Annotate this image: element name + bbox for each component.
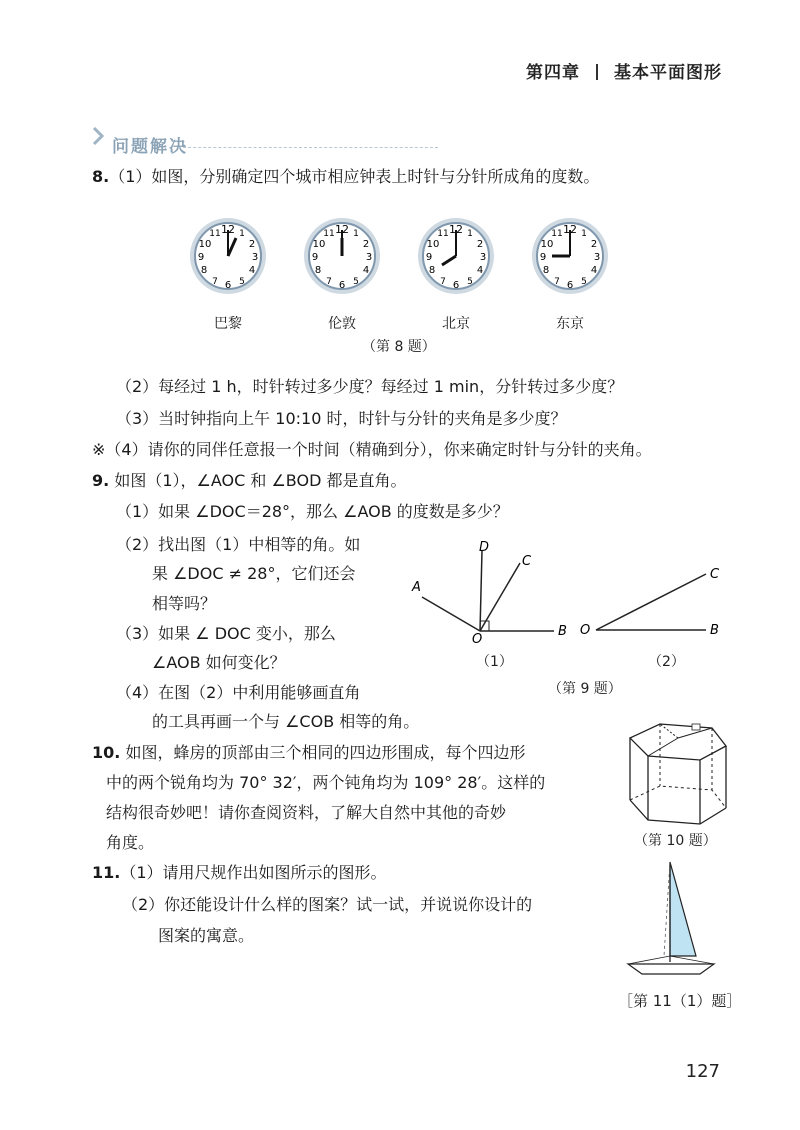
q11-part1 bbox=[92, 863, 387, 883]
q10-number: 10. bbox=[92, 743, 121, 762]
chapter-header bbox=[526, 58, 722, 83]
q9-part2-line1: （2）找出图（1）中相等的角。如 bbox=[116, 535, 361, 554]
clock-tokyo bbox=[532, 218, 608, 294]
q9-figure-1 bbox=[408, 535, 578, 645]
q9-intro-text: 如图（1），∠AOC 和 ∠BOD 都是直角。 bbox=[114, 471, 407, 490]
q10-line4: 角度。 bbox=[106, 833, 155, 852]
page-number: 127 bbox=[685, 1061, 720, 1082]
section-title: 问题解决 bbox=[112, 137, 188, 157]
q11-number: 11. bbox=[92, 863, 121, 882]
section-divider bbox=[178, 147, 438, 148]
q8-number: 8. bbox=[92, 167, 110, 186]
q9-part3-line1: （3）如果 ∠ DOC 变小，那么 bbox=[116, 624, 336, 643]
point-label-o: O bbox=[472, 632, 483, 645]
honeycomb-figure bbox=[622, 716, 732, 831]
sailboat-figure bbox=[624, 858, 724, 983]
q9-part2-line2: 果 ∠DOC ≠ 28°，它们还会 bbox=[152, 564, 356, 583]
clock-paris bbox=[190, 218, 266, 294]
point-label-b: B bbox=[710, 623, 719, 638]
q9-part1: （1）如果 ∠DOC＝28°，那么 ∠AOB 的度数是多少？ bbox=[116, 502, 509, 521]
q11-part2-line1: （2）你还能设计什么样的图案？试一试，并说说你设计的 bbox=[122, 895, 533, 914]
q9-caption: （第 9 题） bbox=[548, 681, 622, 697]
q11-caption: ［第 11（1）题］ bbox=[618, 992, 742, 1010]
point-label-a: A bbox=[412, 580, 421, 595]
point-label-c: C bbox=[710, 567, 720, 582]
point-label-b: B bbox=[558, 624, 567, 639]
point-label-c: C bbox=[522, 554, 532, 569]
q9-fig2-label: （2） bbox=[648, 654, 685, 670]
q9-part4-line2: 的工具再画一个与 ∠COB 相等的角。 bbox=[152, 712, 420, 731]
q11-part1-text: （1）请用尺规作出如图所示的图形。 bbox=[120, 863, 387, 882]
q10-line1-text: 如图，蜂房的顶部由三个相同的四边形围成，每个四边形 bbox=[125, 743, 526, 762]
chevron-right-icon bbox=[90, 124, 110, 148]
chapter-label: 第四章 bbox=[526, 63, 580, 83]
q8-part1-text: （1）如图，分别确定四个城市相应钟表上时针与分针所成角的度数。 bbox=[109, 167, 600, 186]
q8-part4: ※（4）请你的同伴任意报一个时间（精确到分），你来确定时针与分针的夹角。 bbox=[92, 440, 652, 459]
q9-fig1-label: （1） bbox=[476, 654, 513, 670]
city-label: 北京 bbox=[442, 316, 470, 332]
q8-part2: （2）每经过 1 h，时针转过多少度？每经过 1 min，分针转过多少度？ bbox=[116, 377, 624, 396]
q9-intro bbox=[92, 471, 406, 491]
point-label-d: D bbox=[479, 540, 490, 555]
point-label-o: O bbox=[580, 623, 591, 638]
header-divider bbox=[596, 64, 598, 80]
q10-line2: 中的两个锐角均为 70° 32′，两个钝角均为 109° 28′。这样的 bbox=[106, 773, 546, 792]
q9-number: 9. bbox=[92, 471, 110, 490]
city-label: 伦敦 bbox=[328, 316, 356, 332]
q8-part1 bbox=[92, 167, 599, 187]
q11-part2-line2: 图案的寓意。 bbox=[158, 926, 255, 945]
q10-line1 bbox=[92, 743, 525, 763]
clock-beijing bbox=[418, 218, 494, 294]
chapter-title: 基本平面图形 bbox=[614, 63, 722, 83]
q9-part2-line3: 相等吗？ bbox=[152, 594, 217, 613]
city-label: 巴黎 bbox=[214, 316, 242, 332]
q8-caption: （第 8 题） bbox=[362, 339, 436, 355]
clock-london bbox=[304, 218, 380, 294]
q9-part3-line2: ∠AOB 如何变化？ bbox=[152, 653, 286, 672]
city-label: 东京 bbox=[556, 316, 584, 332]
q9-part4-line1: （4）在图（2）中利用能够画直角 bbox=[116, 683, 361, 702]
q8-part3: （3）当时钟指向上午 10:10 时，时针与分针的夹角是多少度？ bbox=[116, 409, 567, 428]
clocks-figure bbox=[188, 216, 628, 306]
q9-figure-2 bbox=[578, 560, 728, 640]
q10-caption: （第 10 题） bbox=[634, 833, 717, 849]
q10-line3: 结构很奇妙吧！请你查阅资料，了解大自然中其他的奇妙 bbox=[106, 803, 507, 822]
